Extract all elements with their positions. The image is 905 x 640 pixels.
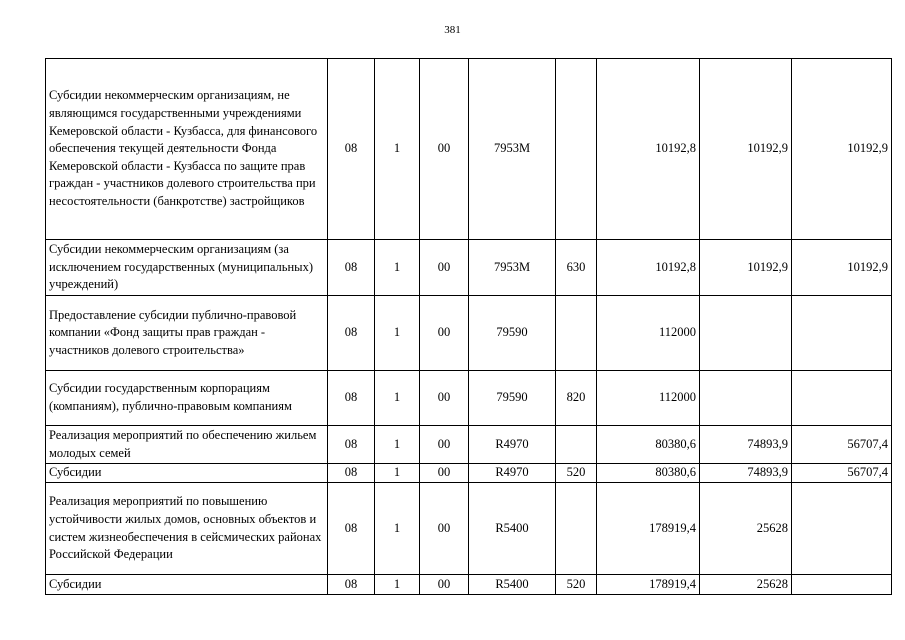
- subprogram-code-cell: 00: [420, 371, 469, 426]
- amount-year3-cell: [792, 483, 892, 575]
- amount-year1-cell: 10192,8: [597, 240, 700, 296]
- row-name-cell: Реализация мероприятий по повышению устойчивости жилых домов, основных объектов и систем жизнеобеспечения в сейсмических районах Российской Федерации: [46, 483, 328, 575]
- table-body: [46, 59, 892, 595]
- program-code-cell: 1: [375, 483, 420, 575]
- section-code-cell: 08: [328, 464, 375, 483]
- program-code-cell: 1: [375, 296, 420, 371]
- program-code-cell: 1: [375, 371, 420, 426]
- amount-year1-cell: 112000: [597, 371, 700, 426]
- subprogram-code-cell: 00: [420, 240, 469, 296]
- row-name-cell: Субсидии некоммерческим организациям, не являющимся государственными учреждениями Кемеровской области - Кузбасса, для финансового обеспечения текущей деятельности Фонда Кемеровской области - Кузбасса по защите прав граждан - участников долевого строительства при несостоятельности (банкротстве) застройщиков: [46, 59, 328, 240]
- page-number: 381: [444, 24, 461, 36]
- amount-year2-cell: [700, 296, 792, 371]
- amount-year2-cell: 25628: [700, 483, 792, 575]
- program-code-cell: 1: [375, 575, 420, 595]
- amount-year1-cell: 178919,4: [597, 575, 700, 595]
- program-code-cell: 1: [375, 426, 420, 464]
- program-code-cell: 1: [375, 59, 420, 240]
- subprogram-code-cell: 00: [420, 59, 469, 240]
- amount-year3-cell: 56707,4: [792, 464, 892, 483]
- amount-year2-cell: 74893,9: [700, 464, 792, 483]
- row-name-cell: Реализация мероприятий по обеспечению жильем молодых семей: [46, 426, 328, 464]
- table-row: [46, 464, 892, 483]
- target-article-cell: 79590: [469, 371, 556, 426]
- subprogram-code-cell: 00: [420, 426, 469, 464]
- table-row: [46, 296, 892, 371]
- subprogram-code-cell: 00: [420, 464, 469, 483]
- program-code-cell: 1: [375, 240, 420, 296]
- subprogram-code-cell: 00: [420, 575, 469, 595]
- amount-year3-cell: [792, 371, 892, 426]
- amount-year1-cell: 178919,4: [597, 483, 700, 575]
- amount-year2-cell: 74893,9: [700, 426, 792, 464]
- amount-year2-cell: [700, 371, 792, 426]
- row-name-cell: Предоставление субсидии публично-правовой компании «Фонд защиты прав граждан - участников долевого строительства»: [46, 296, 328, 371]
- subprogram-code-cell: 00: [420, 483, 469, 575]
- row-name-cell: Субсидии некоммерческим организациям (за исключением государственных (муниципальных) учреждений): [46, 240, 328, 296]
- table-row: [46, 59, 892, 240]
- target-article-cell: 7953M: [469, 240, 556, 296]
- expense-type-cell: [556, 426, 597, 464]
- expense-type-cell: 520: [556, 464, 597, 483]
- subprogram-code-cell: 00: [420, 296, 469, 371]
- amount-year3-cell: 10192,9: [792, 59, 892, 240]
- section-code-cell: 08: [328, 296, 375, 371]
- section-code-cell: 08: [328, 371, 375, 426]
- expense-type-cell: 520: [556, 575, 597, 595]
- program-code-cell: 1: [375, 464, 420, 483]
- target-article-cell: 79590: [469, 296, 556, 371]
- section-code-cell: 08: [328, 240, 375, 296]
- amount-year3-cell: 56707,4: [792, 426, 892, 464]
- expense-type-cell: 630: [556, 240, 597, 296]
- expense-type-cell: 820: [556, 371, 597, 426]
- amount-year2-cell: 10192,9: [700, 59, 792, 240]
- target-article-cell: R5400: [469, 575, 556, 595]
- table-row: [46, 240, 892, 296]
- expense-type-cell: [556, 483, 597, 575]
- section-code-cell: 08: [328, 426, 375, 464]
- table-row: [46, 371, 892, 426]
- section-code-cell: 08: [328, 575, 375, 595]
- section-code-cell: 08: [328, 483, 375, 575]
- amount-year1-cell: 112000: [597, 296, 700, 371]
- table-row: [46, 483, 892, 575]
- amount-year3-cell: 10192,9: [792, 240, 892, 296]
- amount-year2-cell: 10192,9: [700, 240, 792, 296]
- amount-year1-cell: 10192,8: [597, 59, 700, 240]
- row-name-cell: Субсидии: [46, 464, 328, 483]
- amount-year2-cell: 25628: [700, 575, 792, 595]
- expense-type-cell: [556, 59, 597, 240]
- target-article-cell: 7953M: [469, 59, 556, 240]
- amount-year1-cell: 80380,6: [597, 464, 700, 483]
- section-code-cell: 08: [328, 59, 375, 240]
- amount-year3-cell: [792, 296, 892, 371]
- target-article-cell: R5400: [469, 483, 556, 575]
- target-article-cell: R4970: [469, 426, 556, 464]
- row-name-cell: Субсидии: [46, 575, 328, 595]
- table-row: [46, 575, 892, 595]
- budget-table: [45, 58, 892, 595]
- amount-year1-cell: 80380,6: [597, 426, 700, 464]
- target-article-cell: R4970: [469, 464, 556, 483]
- expense-type-cell: [556, 296, 597, 371]
- table-row: [46, 426, 892, 464]
- amount-year3-cell: [792, 575, 892, 595]
- row-name-cell: Субсидии государственным корпорациям (компаниям), публично-правовым компаниям: [46, 371, 328, 426]
